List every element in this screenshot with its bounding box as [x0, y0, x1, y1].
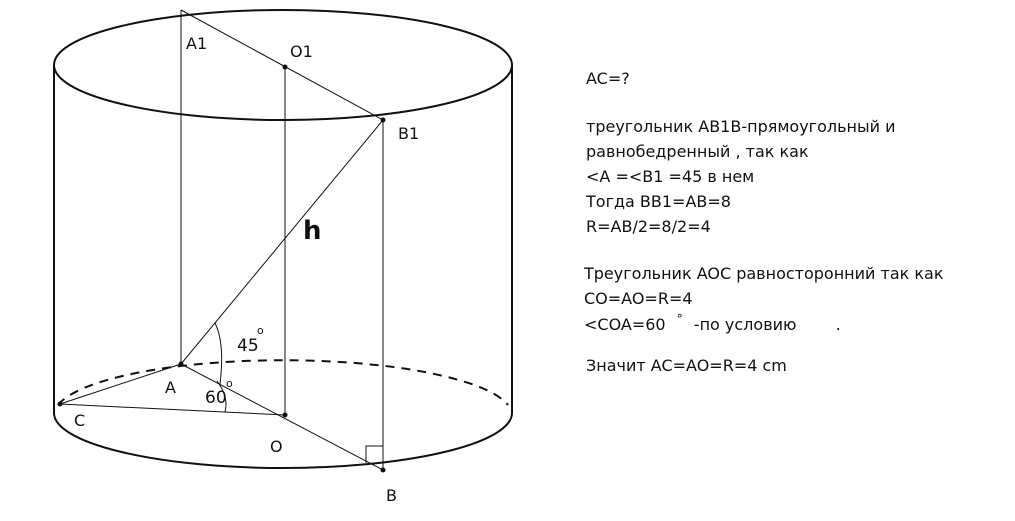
label-angle-45: 45	[237, 336, 259, 356]
point-a	[179, 362, 184, 367]
label-a1: A1	[186, 34, 208, 53]
angle-arc-45	[215, 323, 222, 384]
solution-line: <A =<B1 =45 в нем	[586, 167, 755, 186]
point-o	[283, 413, 288, 418]
solution-degree-sign: °	[676, 312, 683, 326]
solution-line: Тогда BB1=AB=8	[586, 192, 731, 211]
point-b1	[381, 118, 386, 123]
solution-line-question: AC=?	[586, 69, 630, 88]
label-o1: O1	[290, 42, 313, 61]
label-degree-45: o	[257, 324, 264, 337]
label-angle-60: 60	[205, 388, 227, 408]
point-c	[58, 402, 63, 407]
solution-line-answer: Значит AC=AO=R=4 cm	[586, 356, 787, 375]
solution-line: Треугольник AOC равносторонний так как	[584, 264, 944, 283]
solution-line: CO=AO=R=4	[584, 289, 693, 308]
label-b1: B1	[398, 124, 420, 143]
point-o1	[283, 65, 288, 70]
segment-c-o	[60, 404, 285, 415]
solution-line: равнобедренный , так как	[586, 142, 809, 161]
segment-a-b1	[181, 120, 383, 364]
solution-angle-text: <COA=60	[584, 315, 666, 334]
solution-line: R=AB/2=8/2=4	[586, 217, 711, 236]
solution-line: треугольник AB1B-прямоугольный и	[586, 117, 896, 136]
label-c: C	[74, 411, 86, 430]
solution-dot: .	[835, 315, 841, 334]
label-h: h	[303, 216, 322, 246]
solution-line-angle	[584, 312, 841, 339]
right-angle-mark	[366, 446, 383, 463]
label-o: O	[270, 437, 283, 456]
segment-a-c	[60, 364, 181, 404]
segment-a1-b1	[181, 10, 383, 120]
label-a: A	[165, 378, 176, 397]
bottom-base-front-arc	[54, 413, 512, 468]
label-degree-60: o	[226, 377, 233, 390]
point-b	[381, 468, 386, 473]
label-b: B	[386, 486, 397, 505]
solution-condition-text: -по условию	[693, 315, 797, 334]
